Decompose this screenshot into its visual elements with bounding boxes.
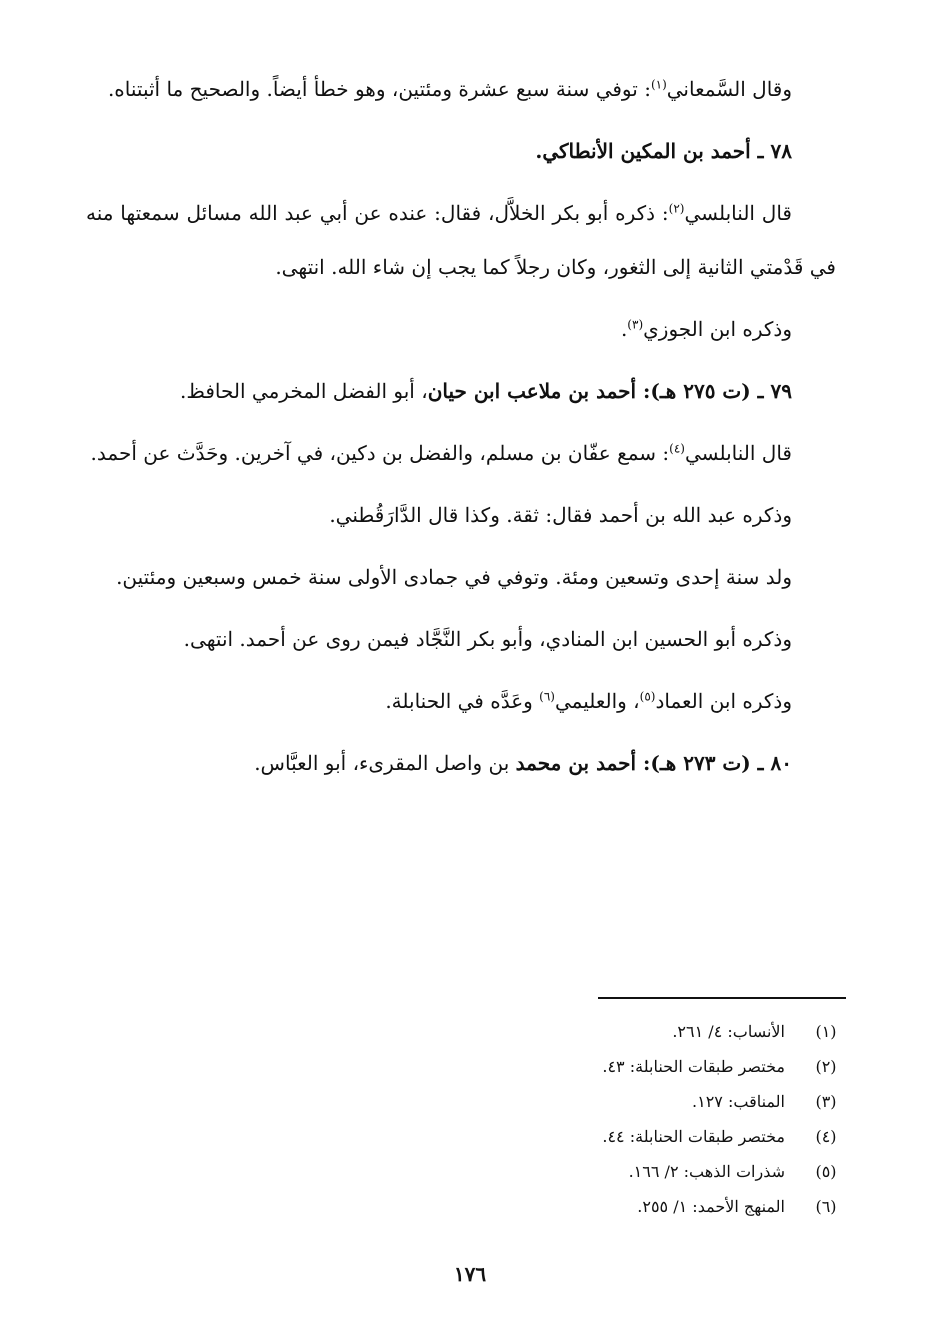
footnote-number: (٣) [815,1092,837,1111]
paragraph [86,550,836,604]
footnote-reference: (٢) [668,201,685,216]
paragraph [86,186,836,294]
footnote [300,1119,845,1154]
paragraph-text: : سمع عفّان بن مسلم، والفضل بن دكين، في آخرين. وحَدَّث عن أحمد. [90,441,670,465]
paragraph-text: : ذكره أبو بكر الخلاَّل، فقال: عنده عن أبي عبد الله مسائل سمعتها منه في قَدْمتي الثانية إلى الثغور، وكان رجلاً كما يجب إن شاء الله. انتهى. [86,201,836,279]
paragraph [86,302,836,356]
paragraph-text: وذكره ابن الجوزي [643,317,792,341]
paragraph-text: : توفي سنة سبع عشرة ومئتين، وهو خطأ أيضاً. والصحيح ما أثبتناه. [107,77,651,101]
footnote [300,1154,845,1189]
footnote-text: مختصر طبقات الحنابلة: ٤٤. [602,1127,785,1146]
paragraph-text: ، والعليمي [554,689,640,713]
footnotes [300,1014,845,1224]
paragraph-text: وذكره ابن العماد [655,689,792,713]
footnote-text: المنهج الأحمد: ١/ ٢٥٥. [637,1197,785,1216]
footnote [300,1014,845,1049]
footnote-reference: (٤) [669,441,685,456]
paragraph-text: ولد سنة إحدى وتسعين ومئة. وتوفي في جمادى الأولى سنة خمس وسبعين ومئتين. [116,565,792,589]
paragraph [86,124,836,178]
footnote-reference: (٥) [639,689,656,704]
footnote-text: المناقب: ١٢٧. [692,1092,785,1111]
footnote-reference: (٦) [539,689,555,704]
paragraph [86,426,836,480]
paragraph-text: ٧٨ ـ أحمد بن المكين الأنطاكي. [535,139,792,163]
footnote-number: (٢) [815,1057,837,1076]
paragraph-text: . [620,317,628,341]
footnote-reference: (١) [650,77,667,92]
paragraph-text: وقال السَّمعاني [666,77,792,101]
footnote-text: شذرات الذهب: ٢/ ١٦٦. [628,1162,785,1181]
footnote-number: (٤) [815,1127,837,1146]
footnote-divider [598,997,846,999]
footnote [300,1189,845,1224]
paragraph-text: ، أبو الفضل المخرمي الحافظ. [179,379,428,403]
paragraph [86,736,836,790]
main-text [86,62,836,790]
footnote [300,1049,845,1084]
paragraph [86,364,836,418]
footnote-text: مختصر طبقات الحنابلة: ٤٣. [602,1057,785,1076]
paragraph-text: وذكره عبد الله بن أحمد فقال: ثقة. وكذا قال الدَّارَقُطني. [329,503,792,527]
paragraph [86,612,836,666]
footnote-number: (٥) [815,1162,837,1181]
paragraph-text: قال النابلسي [684,441,792,465]
paragraph-text: وذكره أبو الحسين ابن المنادي، وأبو بكر النَّجَّاد فيمن روى عن أحمد. انتهى. [183,627,792,651]
page-number: ١٧٦ [453,1262,487,1286]
paragraph-text: وعَدَّه في الحنابلة. [385,689,540,713]
footnote-number: (٦) [815,1197,837,1216]
paragraph [86,488,836,542]
paragraph [86,674,836,728]
entry-heading: ٨٠ ـ (ت ٢٧٣ هـ): أحمد بن محمد [515,751,792,775]
paragraph-text: بن واصل المقرىء، أبو العبَّاس. [254,751,516,775]
footnote-reference: (٣) [627,317,644,332]
paragraph-text: قال النابلسي [684,201,792,225]
footnote [300,1084,845,1119]
footnote-number: (١) [815,1022,837,1041]
paragraph [86,62,836,116]
footnote-text: الأنساب: ٤/ ٢٦١. [672,1022,785,1041]
entry-heading: ٧٩ ـ (ت ٢٧٥ هـ): أحمد بن ملاعب ابن حيان [427,379,792,403]
